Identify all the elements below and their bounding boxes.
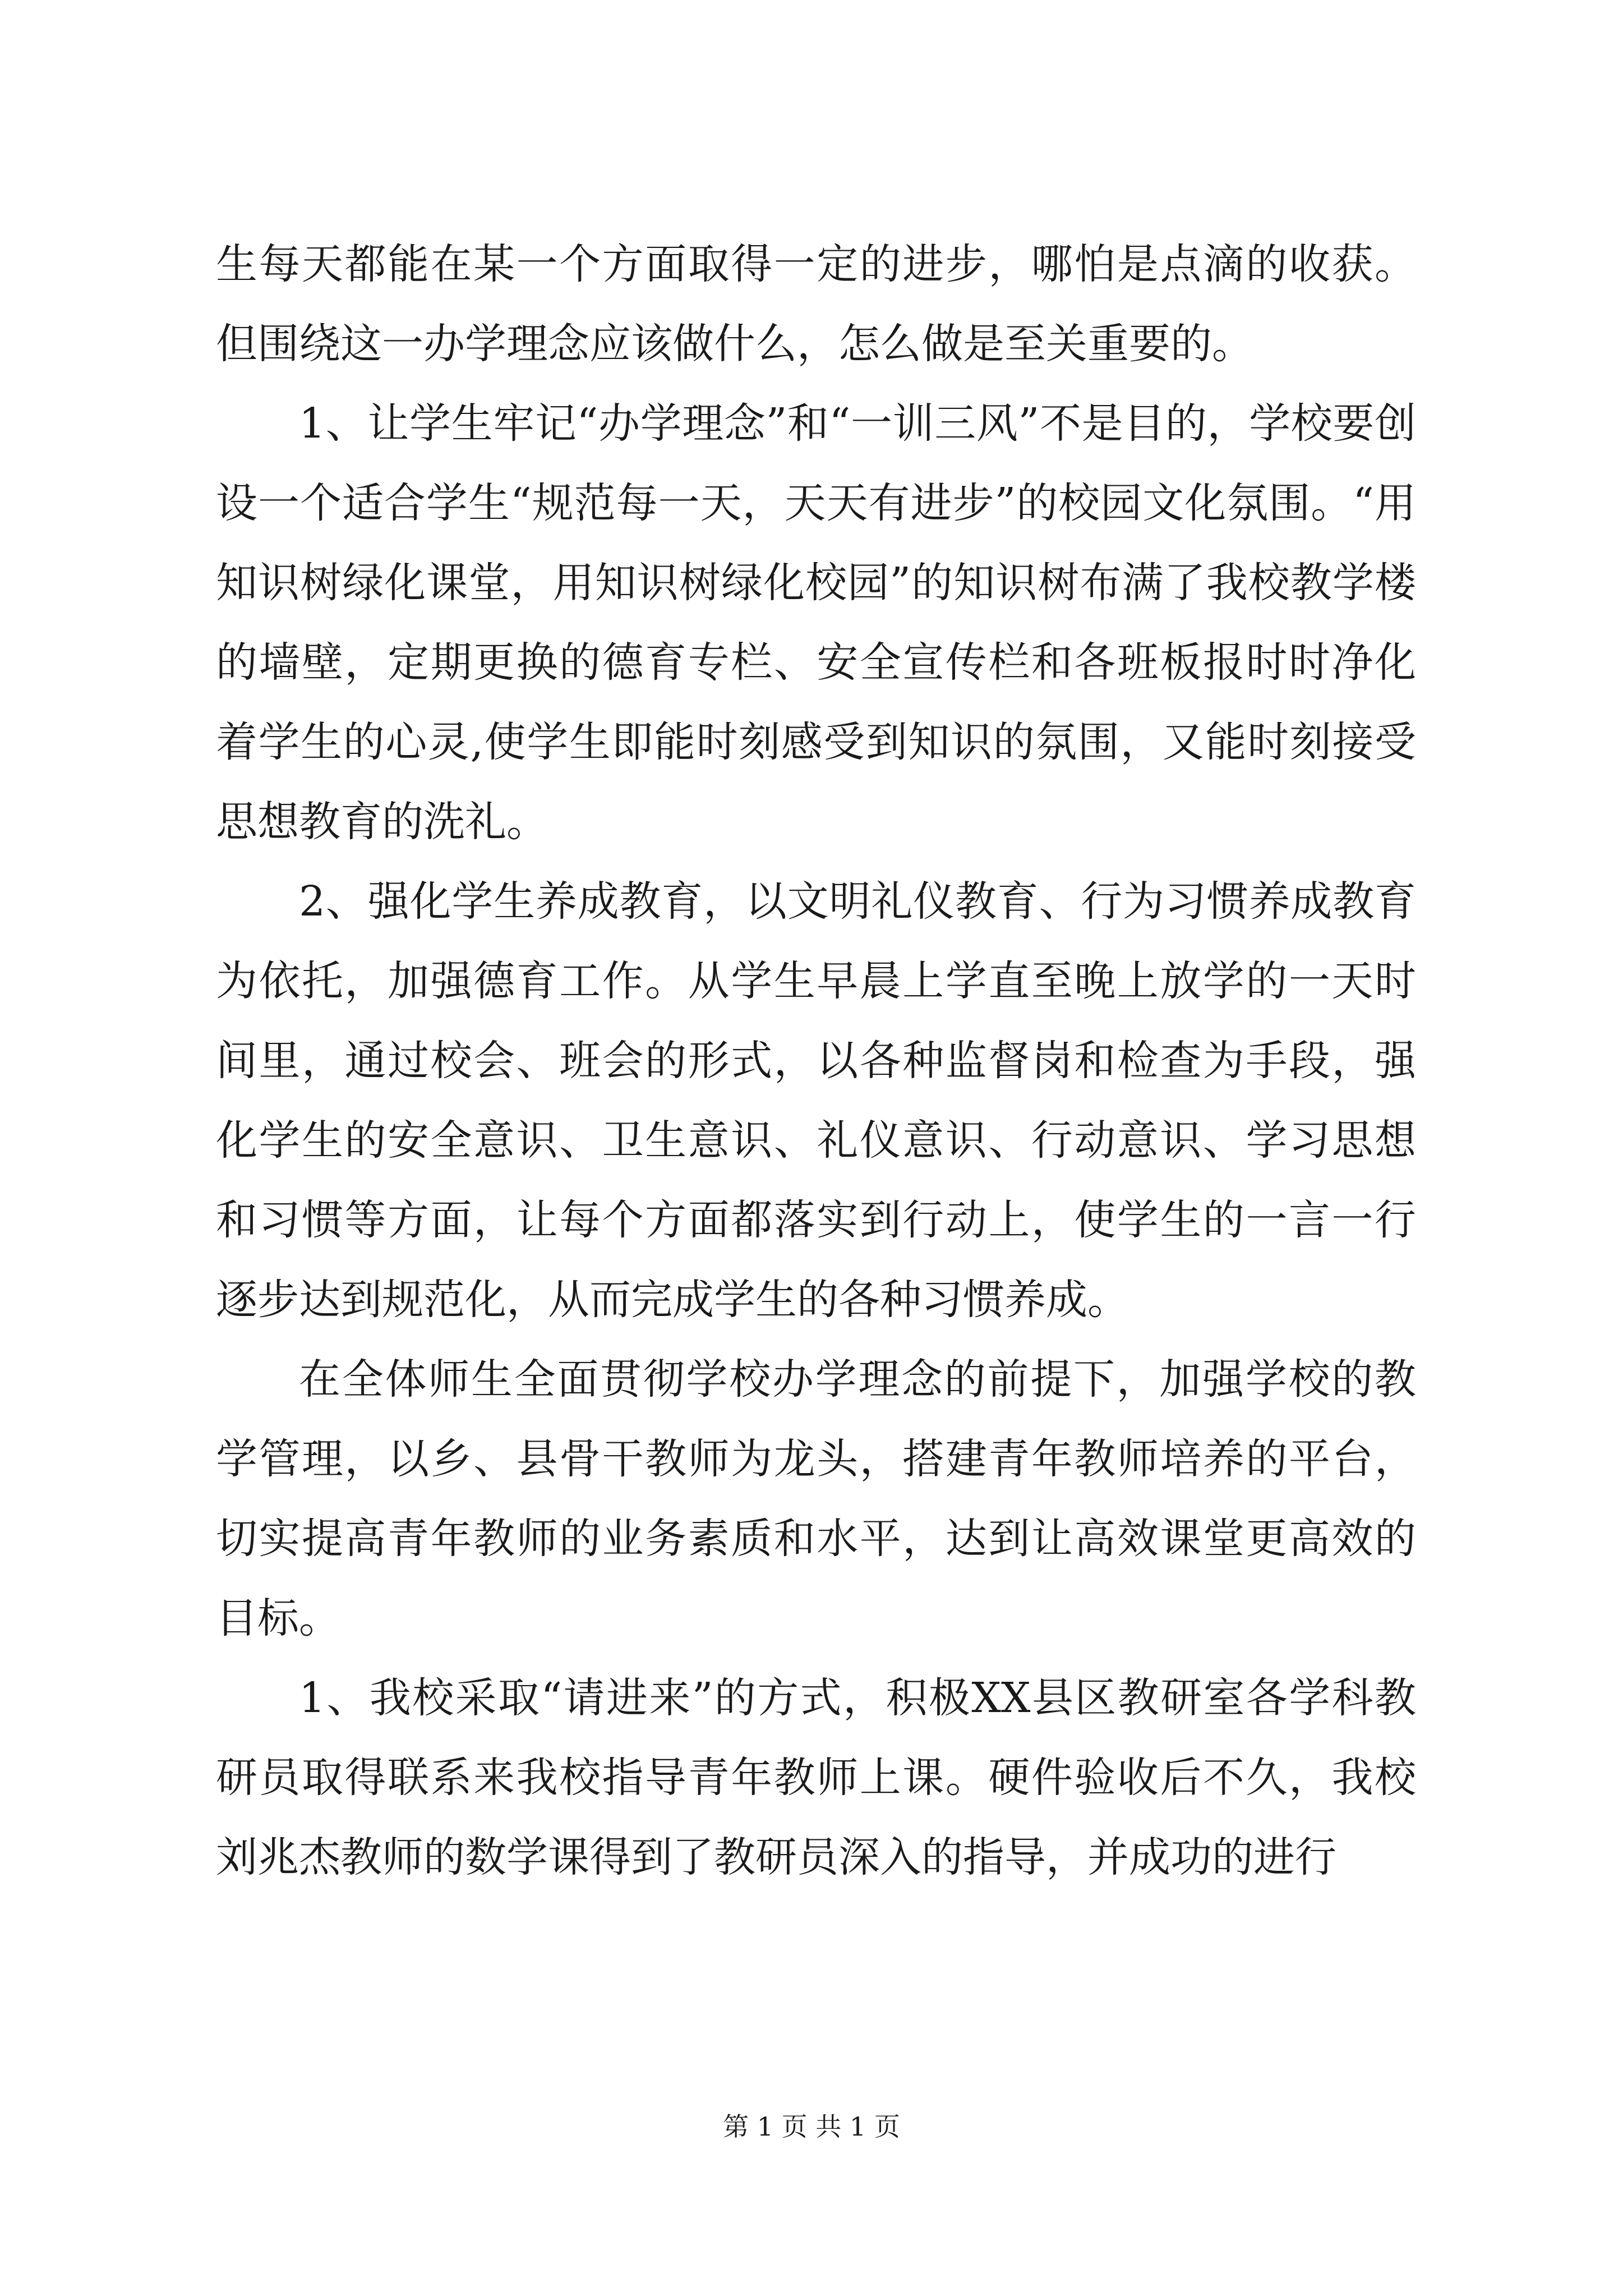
paragraph-item-1-campus-culture: 1、让学生牢记“办学理念”和“一训三风”不是目的，学校要创设一个适合学生“规范每一天，天天有进步”的校园文化氛围。“用知识树绿化课堂，用知识树绿化校园”的知识树布满了我校教学楼的墙壁，定期更换的德育专栏、安全宣传栏和各班板报时时净化着学生的心灵,使学生即能时刻感受到知识的氛围，又能时刻接受思想教育的洗礼。 — [216, 399, 1416, 846]
paragraph-item-1-invite-in: 1、我校采取“请进来”的方式，积极XX县区教研室各学科教研员取得联系来我校指导青年教师上课。硬件验收后不久，我校刘兆杰教师的数学课得到了教研员深入的指导，并成功的进行 — [216, 1674, 1416, 1881]
paragraph-item-2-habit-education: 2、强化学生养成教育，以文明礼仪教育、行为习惯养成教育为依托，加强德育工作。从学生早晨上学直至晚上放学的一天时间里，通过校会、班会的形式，以各种监督岗和检查为手段，强化学生的安全意识、卫生意识、礼仪意识、行动意识、学习思想和习惯等方面，让每个方面都落实到行动上，使学生的一言一行逐步达到规范化，从而完成学生的各种习惯养成。 — [216, 877, 1416, 1324]
page-footer: 第 1 页 共 1 页 — [723, 2111, 900, 2142]
paragraph-teaching-management: 在全体师生全面贯彻学校办学理念的前提下，加强学校的教学管理，以乡、县骨干教师为龙头，搭建青年教师培养的平台，切实提高青年教师的业务素质和水平，达到让高效课堂更高效的目标。 — [216, 1355, 1416, 1642]
document-body — [216, 224, 1416, 1897]
paragraph-continuation: 生每天都能在某一个方面取得一定的进步，哪怕是点滴的收获。但围绕这一办学理念应该做什么，怎么做是至关重要的。 — [216, 240, 1416, 368]
